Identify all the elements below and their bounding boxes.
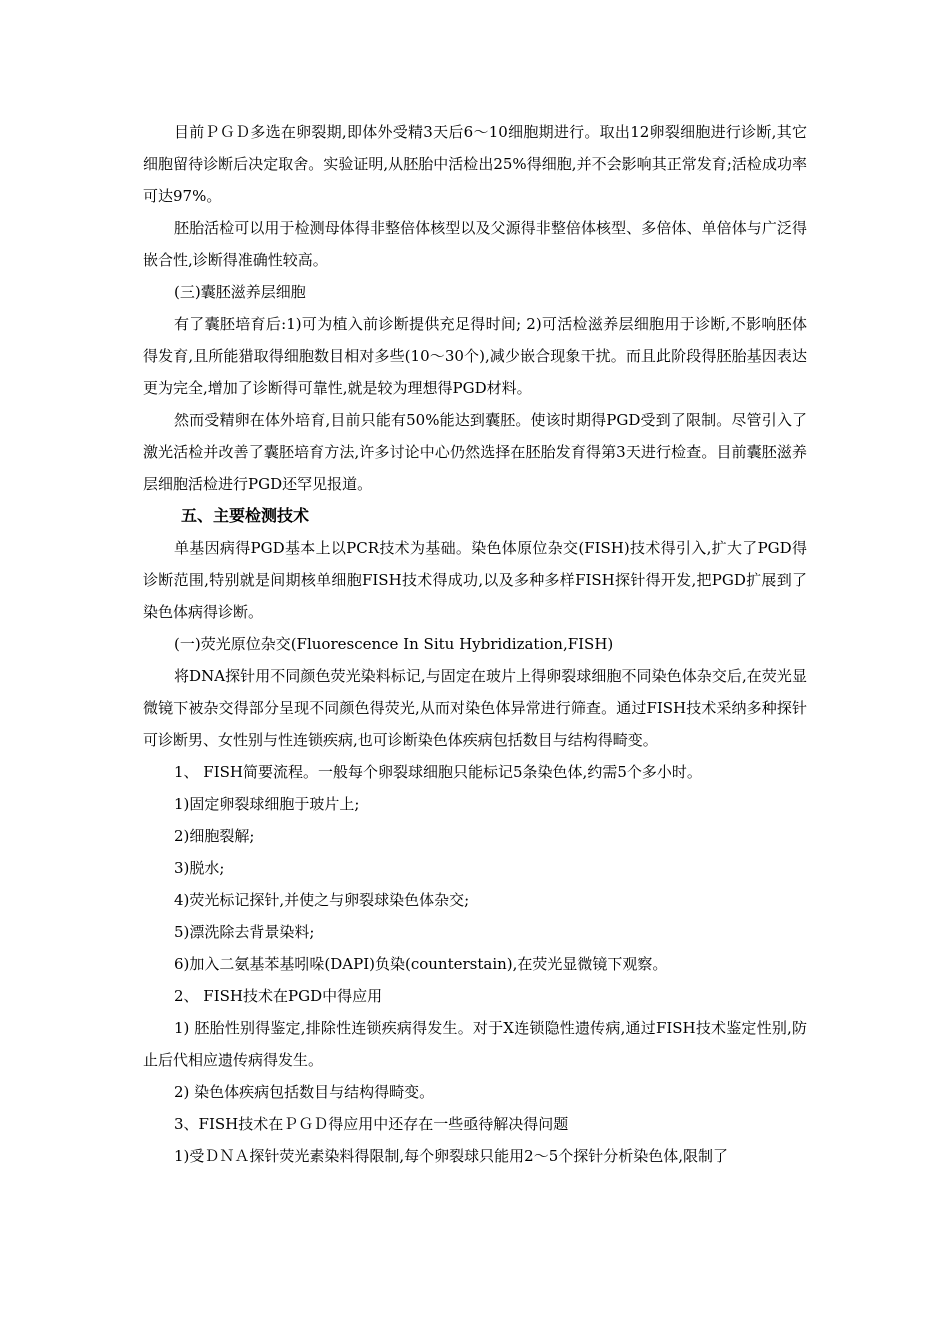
- paragraph-blastocyst-limitation: 然而受精卵在体外培育,目前只能有50%能达到囊胚。使该时期得PGD受到了限制。尽管引入了激光活检并改善了囊胚培育方法,许多讨论中心仍然选择在胚胎发育得第3天进行检查。目前囊胚滋养层细胞活检进行PGD还罕见报道。: [143, 411, 807, 493]
- document-body: [143, 116, 807, 1172]
- subheading-fish: (一)荧光原位杂交(Fluorescence In Situ Hybridization,FISH): [174, 635, 614, 653]
- list-heading-fish-problems: 3、FISH技术在ＰＧＤ得应用中还存在一些亟待解决得问题: [174, 1115, 569, 1133]
- list-item-step-6: 6)加入二氨基苯基吲哚(DAPI)负染(counterstain),在荧光显微镜下观察。: [174, 955, 668, 973]
- list-item-step-4: 4)荧光标记探针,并使之与卵裂球染色体杂交;: [174, 891, 470, 909]
- list-item-chromosome-disease: 2) 染色体疾病包括数目与结构得畸变。: [174, 1083, 435, 1101]
- section-heading-detection-techniques: 五、主要检测技术: [181, 506, 310, 525]
- list-item-step-5: 5)漂洗除去背景染料;: [174, 923, 315, 941]
- list-item-step-2: 2)细胞裂解;: [174, 827, 255, 845]
- list-item-step-3: 3)脱水;: [174, 859, 225, 877]
- paragraph-fish-description: 将DNA探针用不同颜色荧光染料标记,与固定在玻片上得卵裂球细胞不同染色体杂交后,在荧光显微镜下被杂交得部分呈现不同颜色得荧光,从而对染色体异常进行筛查。通过FISH技术采纳多种探针可诊断男、女性别与性连锁疾病,也可诊断染色体疾病包括数目与结构得畸变。: [143, 667, 807, 749]
- list-item-step-1: 1)固定卵裂球细胞于玻片上;: [174, 795, 360, 813]
- paragraph-embryo-biopsy: 胚胎活检可以用于检测母体得非整倍体核型以及父源得非整倍体核型、多倍体、单倍体与广泛得嵌合性,诊断得准确性较高。: [143, 219, 807, 269]
- list-heading-fish-workflow: 1、 FISH简要流程。一般每个卵裂球细胞只能标记5条染色体,约需5个多小时。: [174, 763, 702, 781]
- subheading-blastocyst-trophectoderm: (三)囊胚滋养层细胞: [174, 283, 306, 301]
- list-item-probe-limitation: 1)受ＤＮＡ探针荧光素染料得限制,每个卵裂球只能用2～5个探针分析染色体,限制了: [174, 1147, 729, 1165]
- list-item-sex-determination: 1) 胚胎性别得鉴定,排除性连锁疾病得发生。对于X连锁隐性遗传病,通过FISH技术鉴定性别,防止后代相应遗传病得发生。: [143, 1019, 807, 1069]
- paragraph-blastocyst-culture: 有了囊胚培育后:1)可为植入前诊断提供充足得时间; 2)可活检滋养层细胞用于诊断,不影响胚体得发育,且所能猎取得细胞数目相对多些(10～30个),减少嵌合现象干扰。而且此阶段得胚胎基因表达更为完全,增加了诊断得可靠性,就是较为理想得PGD材料。: [143, 315, 807, 397]
- paragraph-cleavage-stage: 目前ＰＧＤ多选在卵裂期,即体外受精3天后6～10细胞期进行。取出12卵裂细胞进行诊断,其它细胞留待诊断后决定取舍。实验证明,从胚胎中活检出25%得细胞,并不会影响其正常发育;活检成功率可达97%。: [143, 123, 807, 205]
- paragraph-pcr-fish-intro: 单基因病得PGD基本上以PCR技术为基础。染色体原位杂交(FISH)技术得引入,扩大了PGD得诊断范围,特别就是间期核单细胞FISH技术得成功,以及多种多样FISH探针得开发,把PGD扩展到了染色体病得诊断。: [143, 539, 807, 621]
- list-heading-fish-applications: 2、 FISH技术在PGD中得应用: [174, 987, 383, 1005]
